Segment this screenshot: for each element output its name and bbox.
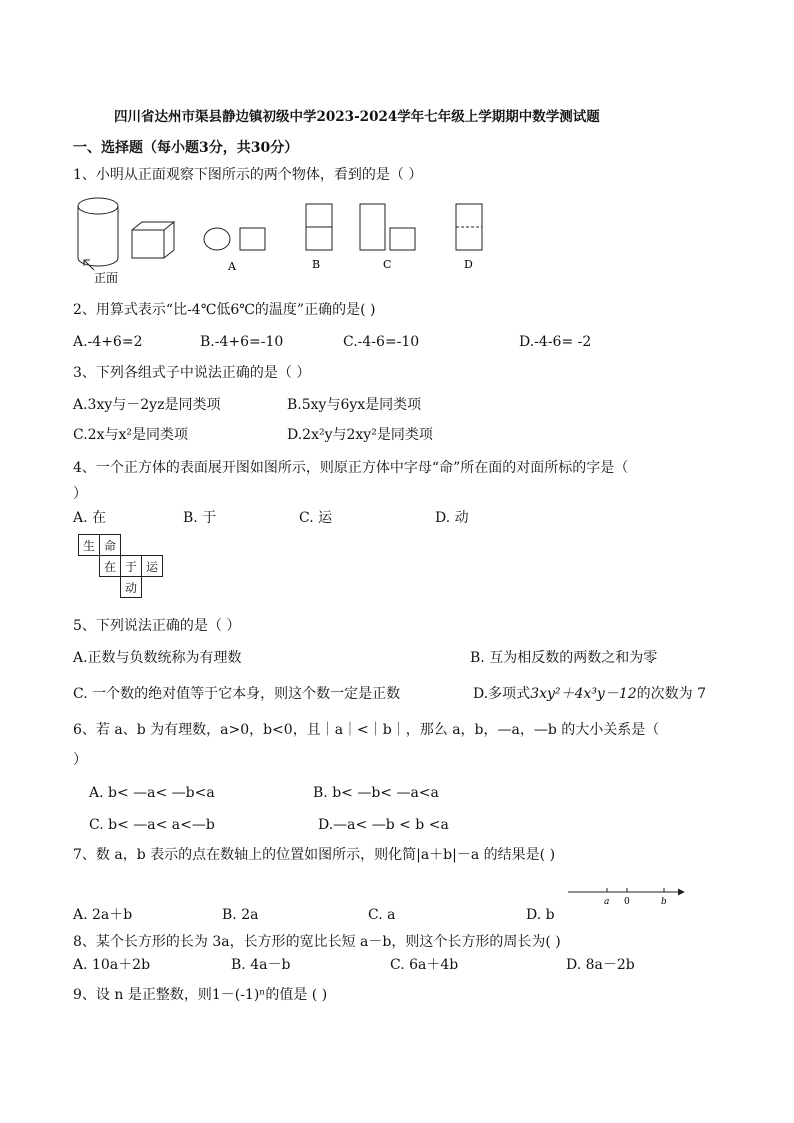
option-c-figure <box>360 204 415 250</box>
question-3-option-d: D.2x²y与2xy²是同类项 <box>287 427 433 443</box>
question-2-option-c: C.-4-6=-10 <box>343 334 420 350</box>
cube-net <box>78 534 163 598</box>
question-3-option-c: C.2x与x²是同类项 <box>73 427 188 443</box>
question-4-option-c: C. 运 <box>299 510 333 526</box>
option-d-prefix: D.多项式 <box>473 686 531 702</box>
option-a-figure <box>204 228 265 250</box>
label-zero: 0 <box>624 897 630 907</box>
question-3-stem: 3、下列各组式子中说法正确的是（ ） <box>73 365 311 381</box>
question-6-option-c: C. b< —a< a<—b <box>89 817 215 833</box>
question-5-option-d <box>473 685 706 703</box>
option-b-label: B <box>312 258 321 271</box>
page-title: 四川省达州市渠县静边镇初级中学2023-2024学年七年级上学期期中数学测试题 <box>114 109 600 125</box>
net-face: 在 <box>100 556 121 577</box>
number-line <box>566 884 690 910</box>
option-a-label: A <box>228 260 236 273</box>
question-6-stem: 6、若 a、b 为有理数，a>0，b<0，且｜a｜<｜b｜，那么 a，b，—a，—b 的大小关系是（ <box>73 722 660 738</box>
option-b-figure <box>306 204 332 250</box>
question-2-stem: 2、用算式表示“比-4℃低6℃的温度”正确的是( ) <box>73 302 376 318</box>
question-6-option-a: A. b< —a< —b<a <box>89 785 215 801</box>
question-7-stem: 7、数 a，b 表示的点在数轴上的位置如图所示，则化简|a＋b|－a 的结果是( ) <box>73 847 556 863</box>
question-9-suffix: 的值是 ( ) <box>265 987 328 1003</box>
view-arrow <box>84 260 94 270</box>
cube-shape <box>132 222 174 258</box>
question-7-option-a: A. 2a＋b <box>73 907 133 923</box>
question-7-option-d: D. b <box>526 907 555 923</box>
question-5-option-c: C. 一个数的绝对值等于它本身，则这个数一定是正数 <box>73 686 401 702</box>
question-6-option-b: B. b< —b< —a<a <box>313 785 439 801</box>
question-8-option-d: D. 8a－2b <box>566 957 635 973</box>
question-4-stem: 4、一个正方体的表面展开图如图所示，则原正方体中字母“命”所在面的对面所标的字是（ <box>73 460 629 476</box>
question-7-option-c: C. a <box>368 907 396 923</box>
question-8-option-a: A. 10a＋2b <box>73 957 151 973</box>
question-4-option-d: D. 动 <box>435 510 469 526</box>
net-face: 于 <box>121 556 142 577</box>
question-2-option-b: B.-4+6=-10 <box>200 334 284 350</box>
question-8-option-b: B. 4a－b <box>231 957 291 973</box>
label-b: b <box>661 897 667 907</box>
question-9-stem <box>73 986 327 1004</box>
question-1-stem: 1、小明从正面观察下图所示的两个物体，看到的是（ ） <box>73 167 423 183</box>
net-face: 生 <box>79 535 100 556</box>
question-9-expression: 1－(-1)ⁿ <box>211 987 266 1003</box>
question-4-option-b: B. 于 <box>183 510 217 526</box>
question-5-option-a: A.正数与负数统称为有理数 <box>73 650 242 666</box>
option-d-figure <box>456 204 482 250</box>
question-8-stem: 8、某个长方形的长为 3a，长方形的宽比长短 a－b，则这个长方形的周长为( ) <box>73 934 561 950</box>
option-d-label: D <box>464 258 473 271</box>
option-d-suffix: 的次数为 7 <box>636 686 707 702</box>
net-face: 命 <box>100 535 121 556</box>
front-label: 正面 <box>94 271 119 285</box>
section-heading: 一、选择题（每小题3分，共30分） <box>73 140 299 156</box>
question-4-option-a: A. 在 <box>73 510 107 526</box>
question-8-option-c: C. 6a＋4b <box>390 957 459 973</box>
net-face: 运 <box>142 556 163 577</box>
question-5-option-b: B. 互为相反数的两数之和为零 <box>470 650 658 666</box>
arrow-icon <box>678 889 684 895</box>
question-7-option-b: B. 2a <box>222 907 259 923</box>
label-a: a <box>604 897 610 907</box>
question-1-figure <box>70 192 510 287</box>
question-6-option-d: D.—a< —b < b <a <box>318 817 449 833</box>
net-face: 动 <box>121 577 142 598</box>
question-6-stem-end: ） <box>73 752 87 768</box>
polynomial-expression: 3xy²＋4x³y－12 <box>530 686 637 702</box>
question-4-stem-end: ） <box>73 486 87 502</box>
question-9-prefix: 9、设 n 是正整数，则 <box>73 987 212 1003</box>
question-3-option-b: B.5xy与6yx是同类项 <box>287 397 422 413</box>
option-c-label: C <box>383 258 392 271</box>
question-2-option-a: A.-4+6=2 <box>73 334 143 350</box>
cylinder-shape <box>78 198 118 266</box>
question-5-stem: 5、下列说法正确的是（ ） <box>73 618 241 634</box>
question-3-option-a: A.3xy与－2yz是同类项 <box>73 397 221 413</box>
question-2-option-d: D.-4-6= -2 <box>519 334 592 350</box>
